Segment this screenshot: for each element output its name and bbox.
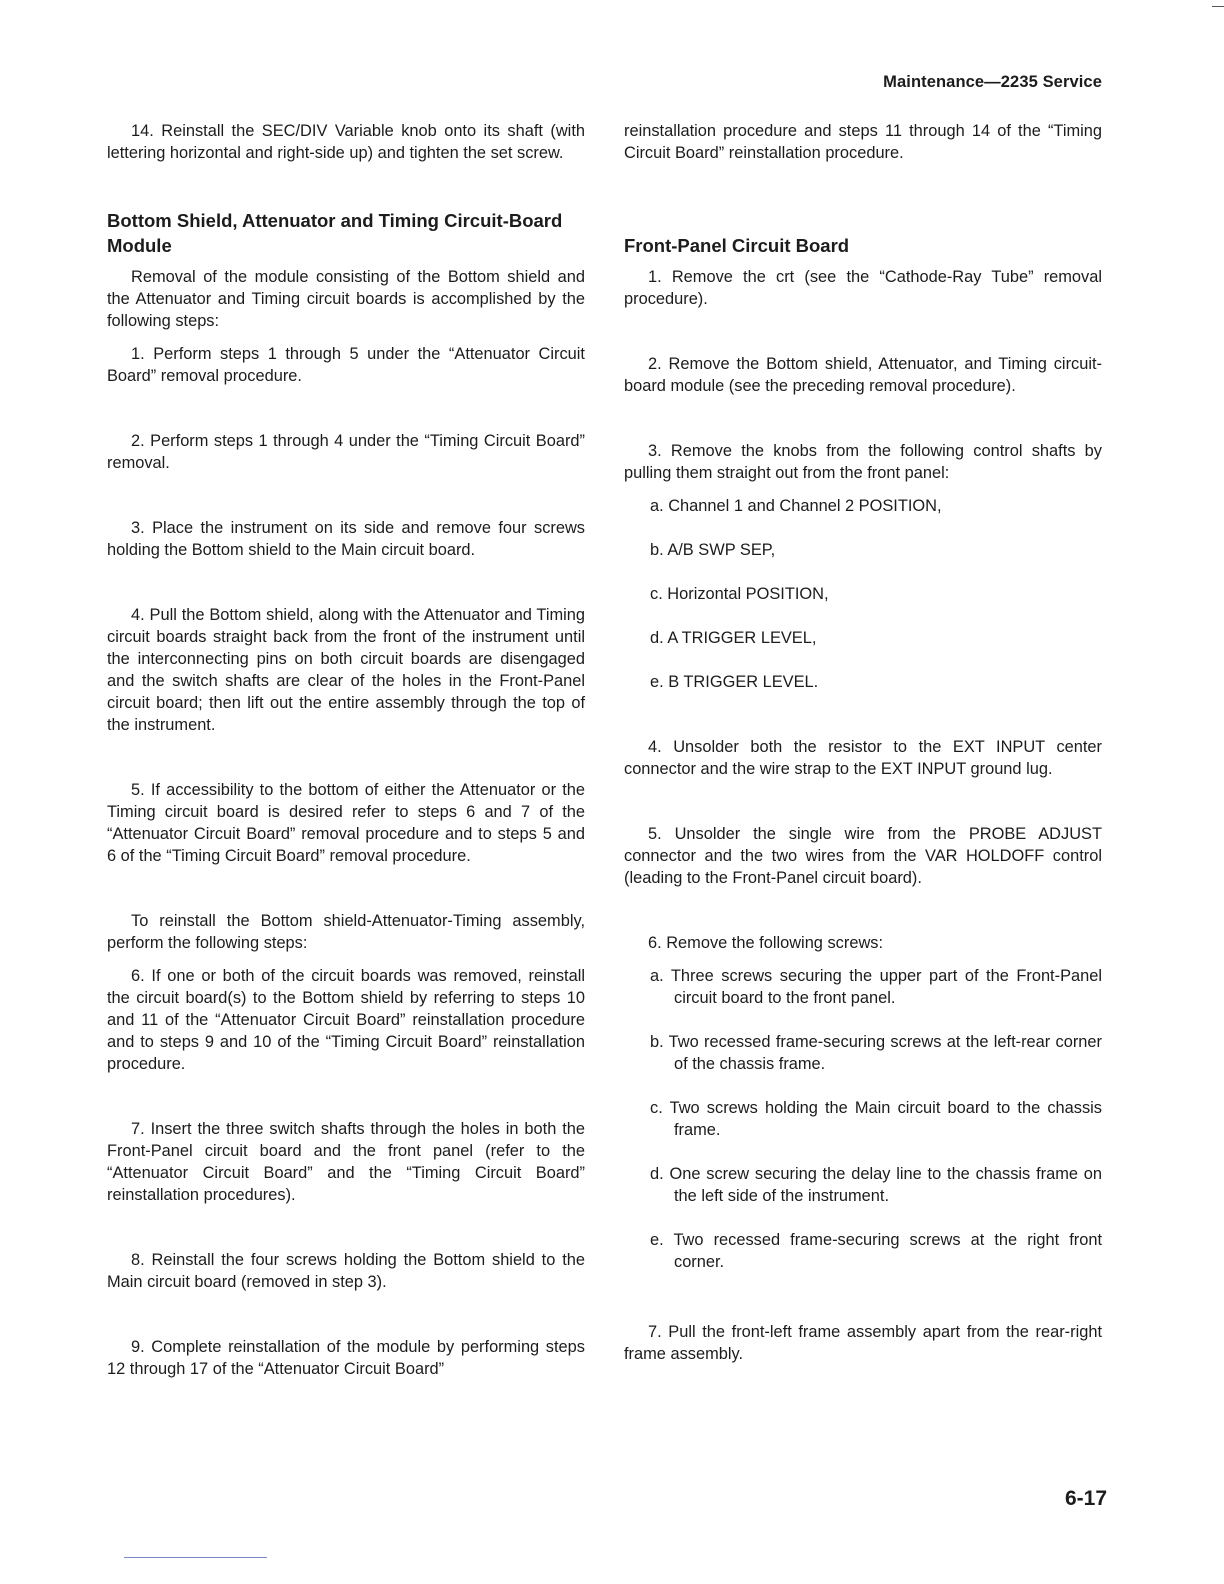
removal-intro: Removal of the module consisting of the Bottom shield and the Attenuator and Timing circuit boards is accomplished by the following steps:	[107, 268, 585, 330]
fp-step-3: 3. Remove the knobs from the following control shafts by pulling them straight out from the front panel:	[624, 442, 1102, 482]
footer-rule	[124, 1557, 267, 1558]
fp-step-6-item-e: e. Two recessed frame-securing screws at the right front corner.	[650, 1231, 1102, 1271]
fp-step-6-item-b: b. Two recessed frame-securing screws at the left-rear corner of the chassis frame.	[650, 1033, 1102, 1073]
reinstall-step-7: 7. Insert the three switch shafts through the holes in both the Front-Panel circuit board and the front panel (refer to the “Attenuator Circuit Board” and the “Timing Circuit Board” reinstallation procedures).	[107, 1120, 585, 1204]
fp-step-3-item-d: d. A TRIGGER LEVEL,	[650, 629, 817, 647]
right-column	[624, 120, 1102, 1365]
fp-step-6: 6. Remove the following screws:	[648, 934, 884, 952]
fp-step-6-item-c: c. Two screws holding the Main circuit board to the chassis frame.	[650, 1099, 1102, 1139]
fp-step-1: 1. Remove the crt (see the “Cathode-Ray Tube” removal procedure).	[624, 268, 1102, 308]
fp-step-6-item-d: d. One screw securing the delay line to the chassis frame on the left side of the instrument.	[650, 1165, 1102, 1205]
reinstall-step-9: 9. Complete reinstallation of the module by performing steps 12 through 17 of the “Attenuator Circuit Board”	[107, 1338, 585, 1378]
fp-step-3-item-e: e. B TRIGGER LEVEL.	[650, 673, 819, 691]
fp-step-6-item-a: a. Three screws securing the upper part of the Front-Panel circuit board to the front panel.	[650, 967, 1102, 1007]
reinstall-intro: To reinstall the Bottom shield-Attenuator-Timing assembly, perform the following steps:	[107, 912, 585, 952]
running-header: Maintenance—2235 Service	[883, 73, 1102, 91]
fp-step-2: 2. Remove the Bottom shield, Attenuator, and Timing circuit-board module (see the preceding removal procedure).	[624, 355, 1102, 395]
fp-step-3-item-b: b. A/B SWP SEP,	[650, 541, 776, 559]
reinstall-step-6: 6. If one or both of the circuit boards was removed, reinstall the circuit board(s) to the Bottom shield by referring to steps 10 and 11 of the “Attenuator Circuit Board” reinstallation procedure and to steps 9 and 10 of the “Timing Circuit Board” reinstallation procedure.	[107, 967, 585, 1073]
left-column	[107, 120, 585, 1380]
removal-step-5: 5. If accessibility to the bottom of either the Attenuator or the Timing circuit board is desired refer to steps 6 and 7 of the “Attenuator Circuit Board” removal procedure and to steps 5 and 6 of the “Timing Circuit Board” removal procedure.	[107, 781, 585, 865]
page-number: 6-17	[1064, 1487, 1107, 1510]
section-title-bottom-shield: Bottom Shield, Attenuator and Timing Circuit-Board Module	[107, 210, 563, 256]
fp-step-4: 4. Unsolder both the resistor to the EXT INPUT center connector and the wire strap to the EXT INPUT ground lug.	[624, 738, 1102, 778]
fp-step-3-item-a: a. Channel 1 and Channel 2 POSITION,	[650, 497, 942, 515]
fp-step-3-item-c: c. Horizontal POSITION,	[650, 585, 829, 603]
continuation-paragraph: reinstallation procedure and steps 11 through 14 of the “Timing Circuit Board” reinstallation procedure.	[624, 122, 1102, 162]
removal-step-1: 1. Perform steps 1 through 5 under the “Attenuator Circuit Board” removal procedure.	[107, 345, 585, 385]
fp-step-7: 7. Pull the front-left frame assembly apart from the rear-right frame assembly.	[624, 1323, 1102, 1363]
fp-step-5: 5. Unsolder the single wire from the PROBE ADJUST connector and the two wires from the VAR HOLDOFF control (leading to the Front-Panel circuit board).	[624, 825, 1102, 887]
section-title-front-panel: Front-Panel Circuit Board	[624, 235, 850, 256]
reinstall-step-8: 8. Reinstall the four screws holding the Bottom shield to the Main circuit board (removed in step 3).	[107, 1251, 585, 1291]
removal-step-2: 2. Perform steps 1 through 4 under the “Timing Circuit Board” removal.	[107, 432, 585, 472]
edge-tick-mark	[1212, 6, 1224, 7]
paragraph-step-14: 14. Reinstall the SEC/DIV Variable knob onto its shaft (with lettering horizontal and right-side up) and tighten the set screw.	[107, 122, 585, 162]
removal-step-4: 4. Pull the Bottom shield, along with the Attenuator and Timing circuit boards straight back from the front of the instrument until the interconnecting pins on both circuit boards are disengaged and the switch shafts are clear of the holes in the Front-Panel circuit board; then lift out the entire assembly through the top of the instrument.	[107, 606, 585, 734]
removal-step-3: 3. Place the instrument on its side and remove four screws holding the Bottom shield to the Main circuit board.	[107, 519, 585, 559]
